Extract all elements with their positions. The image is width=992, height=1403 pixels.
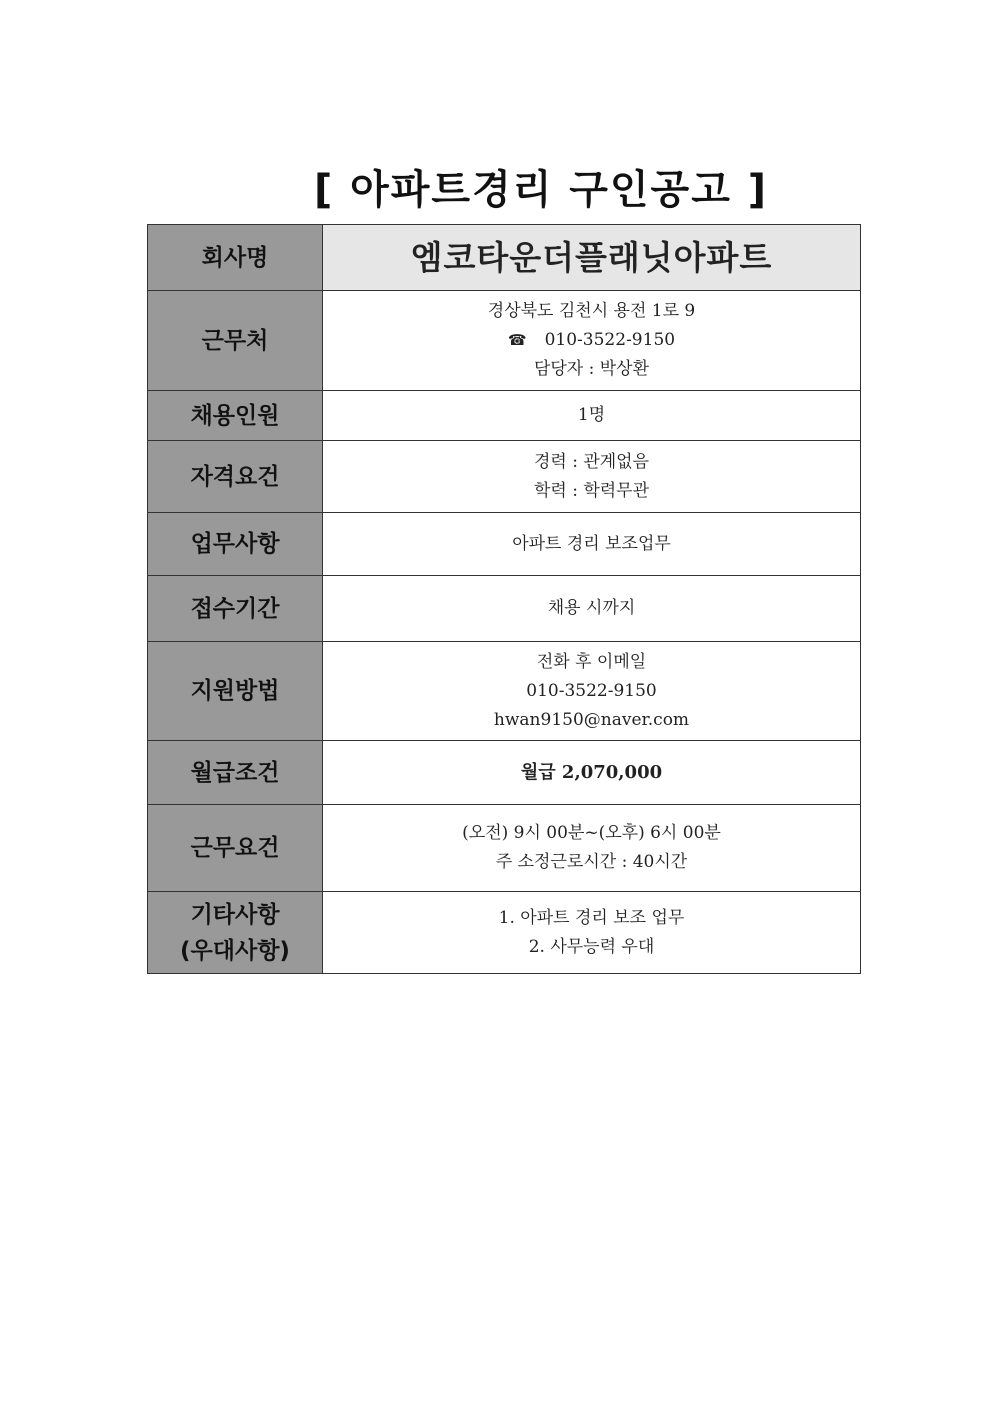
table-row-salary [148,741,861,805]
phone-icon: ☎ [507,331,527,349]
job-notice-table [147,224,861,974]
apply-phone: 010-3522-9150 [526,680,657,701]
etc-label-line-1: 기타사항 [190,901,280,928]
qualification-education: 학력 : 학력무관 [533,480,650,501]
hours-label: 근무요건 [148,805,323,892]
etc-item-2: 2. 사무능력 우대 [528,936,655,957]
apply-method: 전화 후 이메일 [536,651,647,672]
headcount-value: 1명 [323,391,861,441]
etc-item-1: 1. 아파트 경리 보조 업무 [498,907,685,928]
duties-label: 업무사항 [148,513,323,576]
table-row-headcount [148,391,861,441]
hours-schedule: (오전) 9시 00분~(오후) 6시 00분 [462,823,721,843]
table-row-duties [148,513,861,576]
workplace-address: 경상북도 김천시 용전 1로 9 [487,301,696,321]
qualifications-value [323,441,861,513]
hours-weekly: 주 소정근로시간 : 40시간 [495,852,688,872]
workplace-label: 근무처 [148,291,323,391]
qualifications-label: 자격요건 [148,441,323,513]
salary-value: 월급 2,070,000 [323,741,861,805]
table-row-workplace [148,291,861,391]
qualification-experience: 경력 : 관계없음 [533,451,650,472]
page-title: [ 아파트경리 구인공고 ] [313,167,769,213]
table-row-hours [148,805,861,892]
etc-label [148,892,323,974]
table-row-etc [148,892,861,974]
apply-label: 지원방법 [148,642,323,741]
salary-label: 월급조건 [148,741,323,805]
company-label: 회사명 [148,225,323,291]
period-label: 접수기간 [148,576,323,642]
apply-value [323,642,861,741]
table-row-qualifications [148,441,861,513]
workplace-contact: 담당자 : 박상환 [533,359,650,379]
period-value: 채용 시까지 [323,576,861,642]
hours-value [323,805,861,892]
workplace-phone-line [323,326,860,355]
workplace-phone: 010-3522-9150 [544,330,676,350]
table-row-company [148,225,861,291]
duties-value: 아파트 경리 보조업무 [323,513,861,576]
etc-label-line-2: (우대사항) [180,937,290,964]
headcount-label: 채용인원 [148,391,323,441]
workplace-value [323,291,861,391]
apply-email: hwan9150@naver.com [493,709,690,730]
table-row-period [148,576,861,642]
table-row-apply [148,642,861,741]
etc-value [323,892,861,974]
company-value: 엠코타운더플래닛아파트 [323,225,861,291]
